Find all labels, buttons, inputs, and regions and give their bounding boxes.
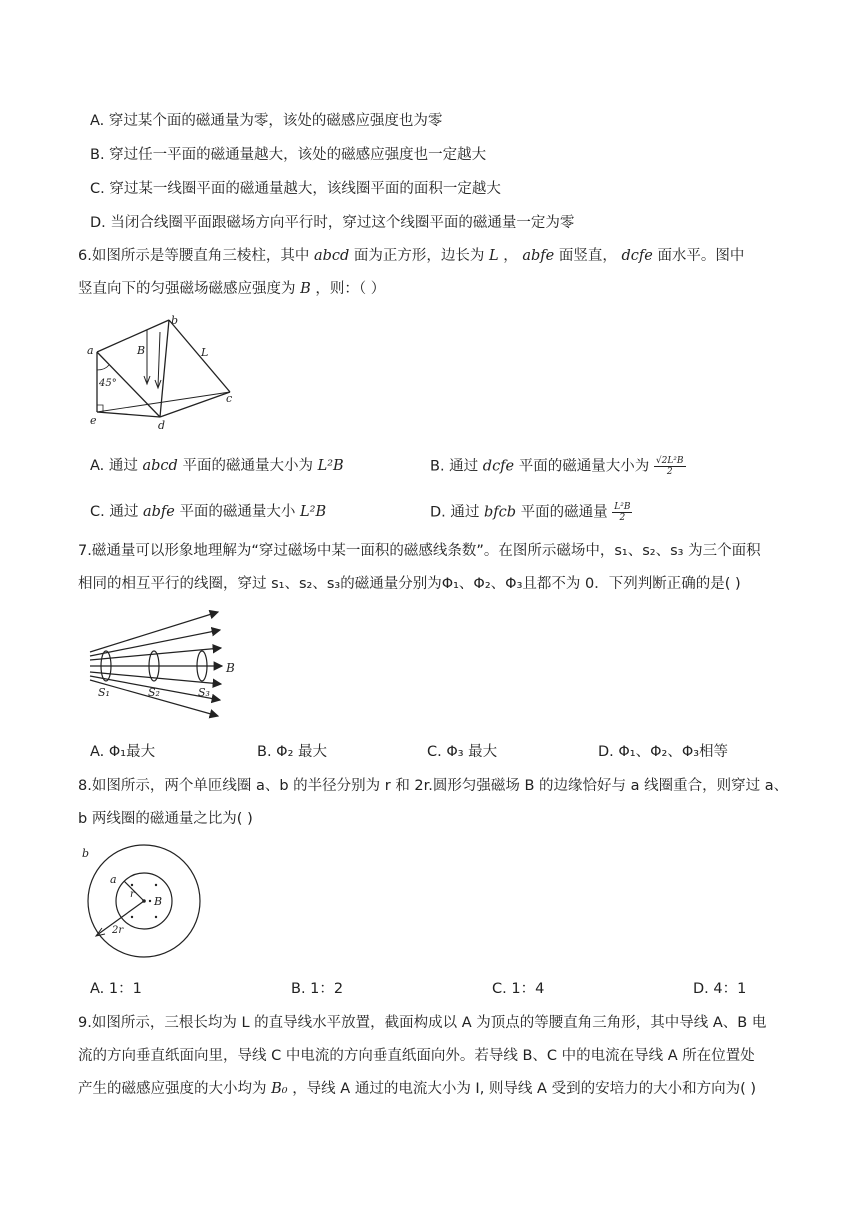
q6-label-c: c xyxy=(226,392,233,405)
q7-label-S3: S₃ xyxy=(198,686,210,699)
q8-stem-line-1: 8.如图所示，两个单匝线圈 a、b 的半径分别为 r 和 2r.圆形匀强磁场 B 的边缘恰好与 a 线圈重合，则穿过 a、 xyxy=(78,778,789,794)
q8-option-d: D. 4：1 xyxy=(693,981,747,997)
q8-label-b: b xyxy=(82,847,90,860)
q8-option-b: B. 1：2 xyxy=(291,981,344,997)
q6-label-L: L xyxy=(201,346,209,359)
q8-label-a: a xyxy=(110,873,117,886)
q7-option-c: C. Φ₃ 最大 xyxy=(427,744,498,760)
q5-option-d: D. 当闭合线圈平面跟磁场方向平行时，穿过这个线圈平面的磁通量一定为零 xyxy=(90,215,575,231)
q6-label-45deg: 45° xyxy=(99,378,117,389)
q6-option-d-fraction: $\frac{\text{L²B}}{2}$ xyxy=(614,502,631,523)
q6-stem-line-2: 竖直向下的匀强磁场磁感应强度为 B ，则：（ ） xyxy=(78,281,386,297)
q6-option-b: B. 通过 dcfe 平面的磁通量大小为 $\frac{\text{√2L²B}}{2}$ xyxy=(430,456,684,477)
q8-label-2r: 2r xyxy=(112,925,124,936)
q5-option-b: B. 穿过任一平面的磁通量越大，该处的磁感应强度也一定越大 xyxy=(90,147,487,163)
q5-option-c: C. 穿过某一线圈平面的磁通量越大，该线圈平面的面积一定越大 xyxy=(90,181,501,197)
q6-option-a: A. 通过 abcd 平面的磁通量大小为 L²B xyxy=(90,458,344,474)
q7-label-S2: S₂ xyxy=(148,686,160,699)
q6-option-b-fraction: $\frac{\text{√2L²B}}{2}$ xyxy=(655,456,684,477)
q6-prism-figure xyxy=(85,312,245,432)
q7-option-d: D. Φ₁、Φ₂、Φ₃相等 xyxy=(598,744,729,760)
q9-stem-line-1: 9.如图所示，三根长均为 L 的直导线水平放置，截面构成以 A 为顶点的等腰直角三角形，其中导线 A、B 电 xyxy=(78,1015,767,1031)
q6-label-b: b xyxy=(171,314,179,327)
q8-label-r: r xyxy=(130,889,135,900)
q6-label-d: d xyxy=(158,419,166,432)
q6-option-c: C. 通过 abfe 平面的磁通量大小 L²B xyxy=(90,504,327,520)
q7-option-a: A. Φ₁最大 xyxy=(90,744,156,760)
q8-option-a: A. 1：1 xyxy=(90,981,142,997)
q7-label-B: B xyxy=(226,661,235,675)
q7-option-b: B. Φ₂ 最大 xyxy=(257,744,328,760)
q6-stem-line-1: 6.如图所示是等腰直角三棱柱，其中 abcd 面为正方形，边长为 L ， abfe 面竖直， dcfe 面水平。图中 xyxy=(78,248,745,264)
q8-stem-line-2: b 两线圈的磁通量之比为( ) xyxy=(78,811,253,827)
q6-label-a: a xyxy=(87,344,94,357)
q6-label-e: e xyxy=(90,414,97,427)
q7-field-lines-figure xyxy=(88,610,238,722)
q7-stem-line-2: 相同的相互平行的线圈，穿过 s₁、s₂、s₃的磁通量分别为Φ₁、Φ₂、Φ₃且都不为 0．下列判断正确的是( ) xyxy=(78,576,741,592)
q9-stem-line-3: 产生的磁感应强度的大小均为 B₀ ，导线 A 通过的电流大小为 I, 则导线 A 受到的安培力的大小和方向为( ) xyxy=(78,1081,756,1097)
q9-stem-line-2: 流的方向垂直纸面向里，导线 C 中电流的方向垂直纸面向外。若导线 B、C 中的电流在导线 A 所在位置处 xyxy=(78,1048,755,1064)
q8-label-B: B xyxy=(154,895,163,908)
q7-stem-line-1: 7.磁通量可以形象地理解为“穿过磁场中某一面积的磁感线条数”。在图所示磁场中，s₁、s₂、s₃ 为三个面积 xyxy=(78,543,761,559)
q5-option-a: A. 穿过某个面的磁通量为零，该处的磁感应强度也为零 xyxy=(90,113,443,129)
q6-label-B: B xyxy=(137,344,146,357)
q8-option-c: C. 1：4 xyxy=(492,981,545,997)
q6-option-d: D. 通过 bfcb 平面的磁通量 $\frac{\text{L²B}}{2}$ xyxy=(430,502,631,523)
q8-concentric-coils-figure xyxy=(80,845,210,965)
q7-label-S1: S₁ xyxy=(98,686,110,699)
